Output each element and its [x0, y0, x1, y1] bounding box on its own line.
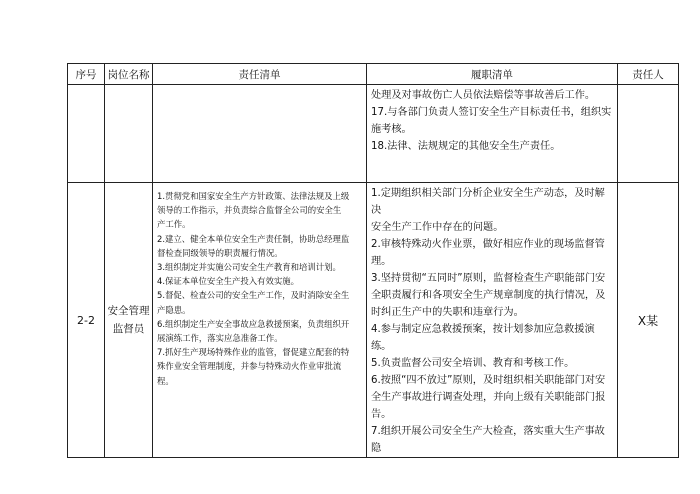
responsibility-line: 产工作。 [157, 219, 191, 230]
header-seq: 序号 [68, 64, 105, 85]
performance-line: 17.与各部门负责人签订安全生产目标责任书，组织实 [371, 107, 612, 118]
performance-line: 18.法律、法规规定的其他安全生产责任。 [371, 141, 561, 152]
responsibility-line: 5.督促、检查公司的安全生产工作，及时消除安全生 [157, 290, 350, 301]
responsibility-line: 督检查同级领导的职责履行情况。 [157, 247, 283, 258]
cell-owner: X某 [618, 183, 679, 458]
cell-seq-empty [68, 85, 105, 183]
performance-line: 处理及对事故伤亡人员依法赔偿等事故善后工作。 [371, 90, 596, 101]
responsibility-line: 2.建立、健全本单位安全生产责任制，协助总经理监 [157, 233, 350, 244]
responsibility-table [67, 63, 679, 458]
responsibility-line: 领导的工作指示，并负责综合监督全公司的安全生 [157, 205, 342, 216]
cell-responsibilities [153, 183, 367, 458]
performance-line: 全生产事故进行调查处理，并向上级有关职能部门报 [371, 392, 606, 403]
performance-line: 7.组织开展公司安全生产大检查，落实重大生产事故隐 [371, 426, 605, 454]
responsibility-line: 1.贯彻党和国家安全生产方针政策、法律法规及上级 [157, 191, 350, 201]
performance-line: 施考核。 [371, 124, 412, 135]
responsibility-line: 程。 [157, 375, 174, 386]
header-performance: 履职清单 [367, 64, 618, 85]
responsibility-line: 产隐患。 [157, 304, 191, 315]
table-header-row [68, 64, 679, 85]
responsibility-line: 殊作业安全管理制度，并参与特殊动火作业审批流 [157, 361, 342, 372]
responsibility-line: 6.组织制定生产安全事故应急救援预案，负责组织开 [157, 318, 350, 329]
responsibility-line: 展演练工作，落实应急准备工作。 [157, 333, 283, 344]
cell-post-empty [105, 85, 153, 183]
table-row [68, 183, 679, 458]
cell-performance [367, 183, 618, 458]
responsibility-line: 4.保证本单位安全生产投入有效实施。 [157, 276, 299, 287]
performance-line: 安全生产工作中存在的问题。 [371, 222, 504, 233]
performance-line: 2.审核特殊动火作业票，做好相应作业的现场监督管 [371, 239, 605, 250]
performance-line: 1.定期组织相关部门分析企业安全生产动态，及时解决 [371, 188, 605, 216]
responsibility-line: 7.抓好生产现场特殊作业的监管，督促建立配套的特 [157, 347, 350, 358]
performance-line: 时纠正生产中的失职和违章行为。 [371, 307, 524, 318]
cell-resp-empty [153, 85, 367, 183]
cell-post-name [105, 183, 153, 458]
cell-seq: 2-2 [68, 183, 105, 458]
responsibility-line: 3.组织制定并实施公司安全生产教育和培训计划。 [157, 262, 341, 273]
header-responsibilities: 责任清单 [153, 64, 367, 85]
header-owner: 责任人 [618, 64, 679, 85]
performance-line: 理。 [371, 256, 392, 267]
performance-line: 6.按照“四不放过”原则，及时组织相关职能部门对安 [371, 375, 606, 386]
performance-line: 3.坚持贯彻“五同时”原则，监督检查生产职能部门安 [371, 273, 606, 284]
cell-owner-empty [618, 85, 679, 183]
table-row-continued [68, 85, 679, 183]
performance-line: 4.参与制定应急救援预案，按计划参加应急救援演练。 [371, 324, 595, 352]
cell-performance-continued [367, 85, 618, 183]
performance-line: 全职责履行和各项安全生产规章制度的执行情况，及 [371, 290, 606, 301]
header-post: 岗位名称 [105, 64, 153, 85]
performance-line: 告。 [371, 409, 392, 420]
post-name-line: 监督员 [112, 323, 145, 335]
post-name-line: 安全管理 [107, 305, 150, 317]
performance-line: 5.负责监督公司安全培训、教育和考核工作。 [371, 358, 575, 369]
